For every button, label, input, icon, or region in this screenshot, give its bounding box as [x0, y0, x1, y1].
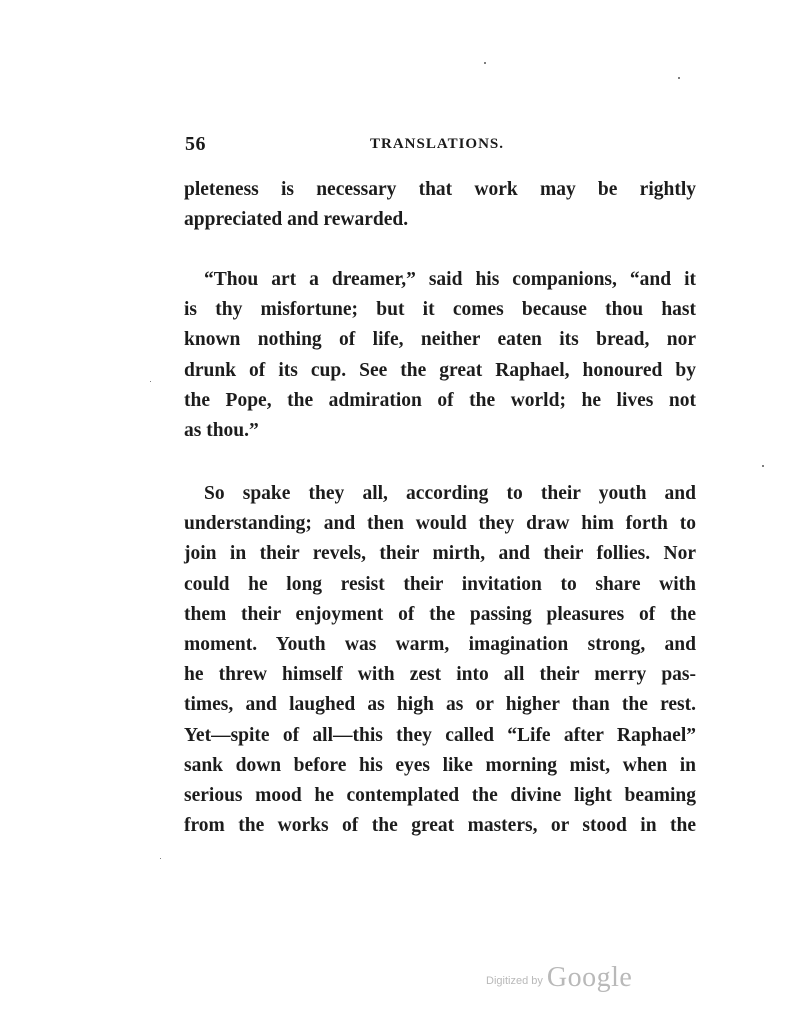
text-line: Yet—spite of all—this they called “Life after Raphael”: [184, 724, 696, 746]
text-line: known nothing of life, neither eaten its bread, nor: [184, 329, 696, 351]
text-line: join in their revels, their mirth, and their follies. Nor: [184, 543, 696, 565]
paragraph-1: [184, 175, 696, 235]
digitized-by-google-watermark: [486, 962, 632, 994]
paragraph-2: [184, 265, 696, 446]
text-line: from the works of the great masters, or stood in the: [184, 815, 696, 837]
text-line: drunk of its cup. See the great Raphael, honoured by: [184, 359, 696, 381]
text-line: understanding; and then would they draw him forth to: [184, 513, 696, 535]
watermark-prefix: Digitized by: [486, 975, 543, 987]
running-title: TRANSLATIONS.: [370, 136, 505, 152]
text-line: is thy misfortune; but it comes because thou hast: [184, 299, 696, 321]
text-line: moment. Youth was warm, imagination strong, and: [184, 633, 696, 655]
text-line: could he long resist their invitation to share with: [184, 573, 696, 595]
text-line: pleteness is necessary that work may be rightly: [184, 179, 696, 200]
text-line: as thou.”: [184, 419, 259, 441]
text-line: he threw himself with zest into all their merry pas-: [184, 664, 696, 686]
text-line: “Thou art a dreamer,” said his companions, “and it: [204, 269, 696, 290]
scan-speck: [762, 465, 764, 467]
scan-speck: [160, 858, 161, 859]
text-line: So spake they all, according to their youth and: [204, 483, 696, 504]
page-number: 56: [185, 133, 206, 155]
text-line: serious mood he contemplated the divine light beaming: [184, 784, 696, 806]
scan-speck: [150, 381, 151, 382]
text-line: times, and laughed as high as or higher than the rest.: [184, 694, 696, 716]
paragraph-3: [184, 479, 696, 841]
scan-speck: [678, 77, 680, 79]
google-logo: Google: [546, 962, 633, 993]
text-line: appreciated and rewarded.: [184, 209, 409, 231]
text-line: sank down before his eyes like morning mist, when in: [184, 754, 696, 776]
scan-speck: [484, 62, 486, 64]
text-line: them their enjoyment of the passing pleasures of the: [184, 603, 696, 625]
text-line: the Pope, the admiration of the world; he lives not: [184, 389, 696, 411]
